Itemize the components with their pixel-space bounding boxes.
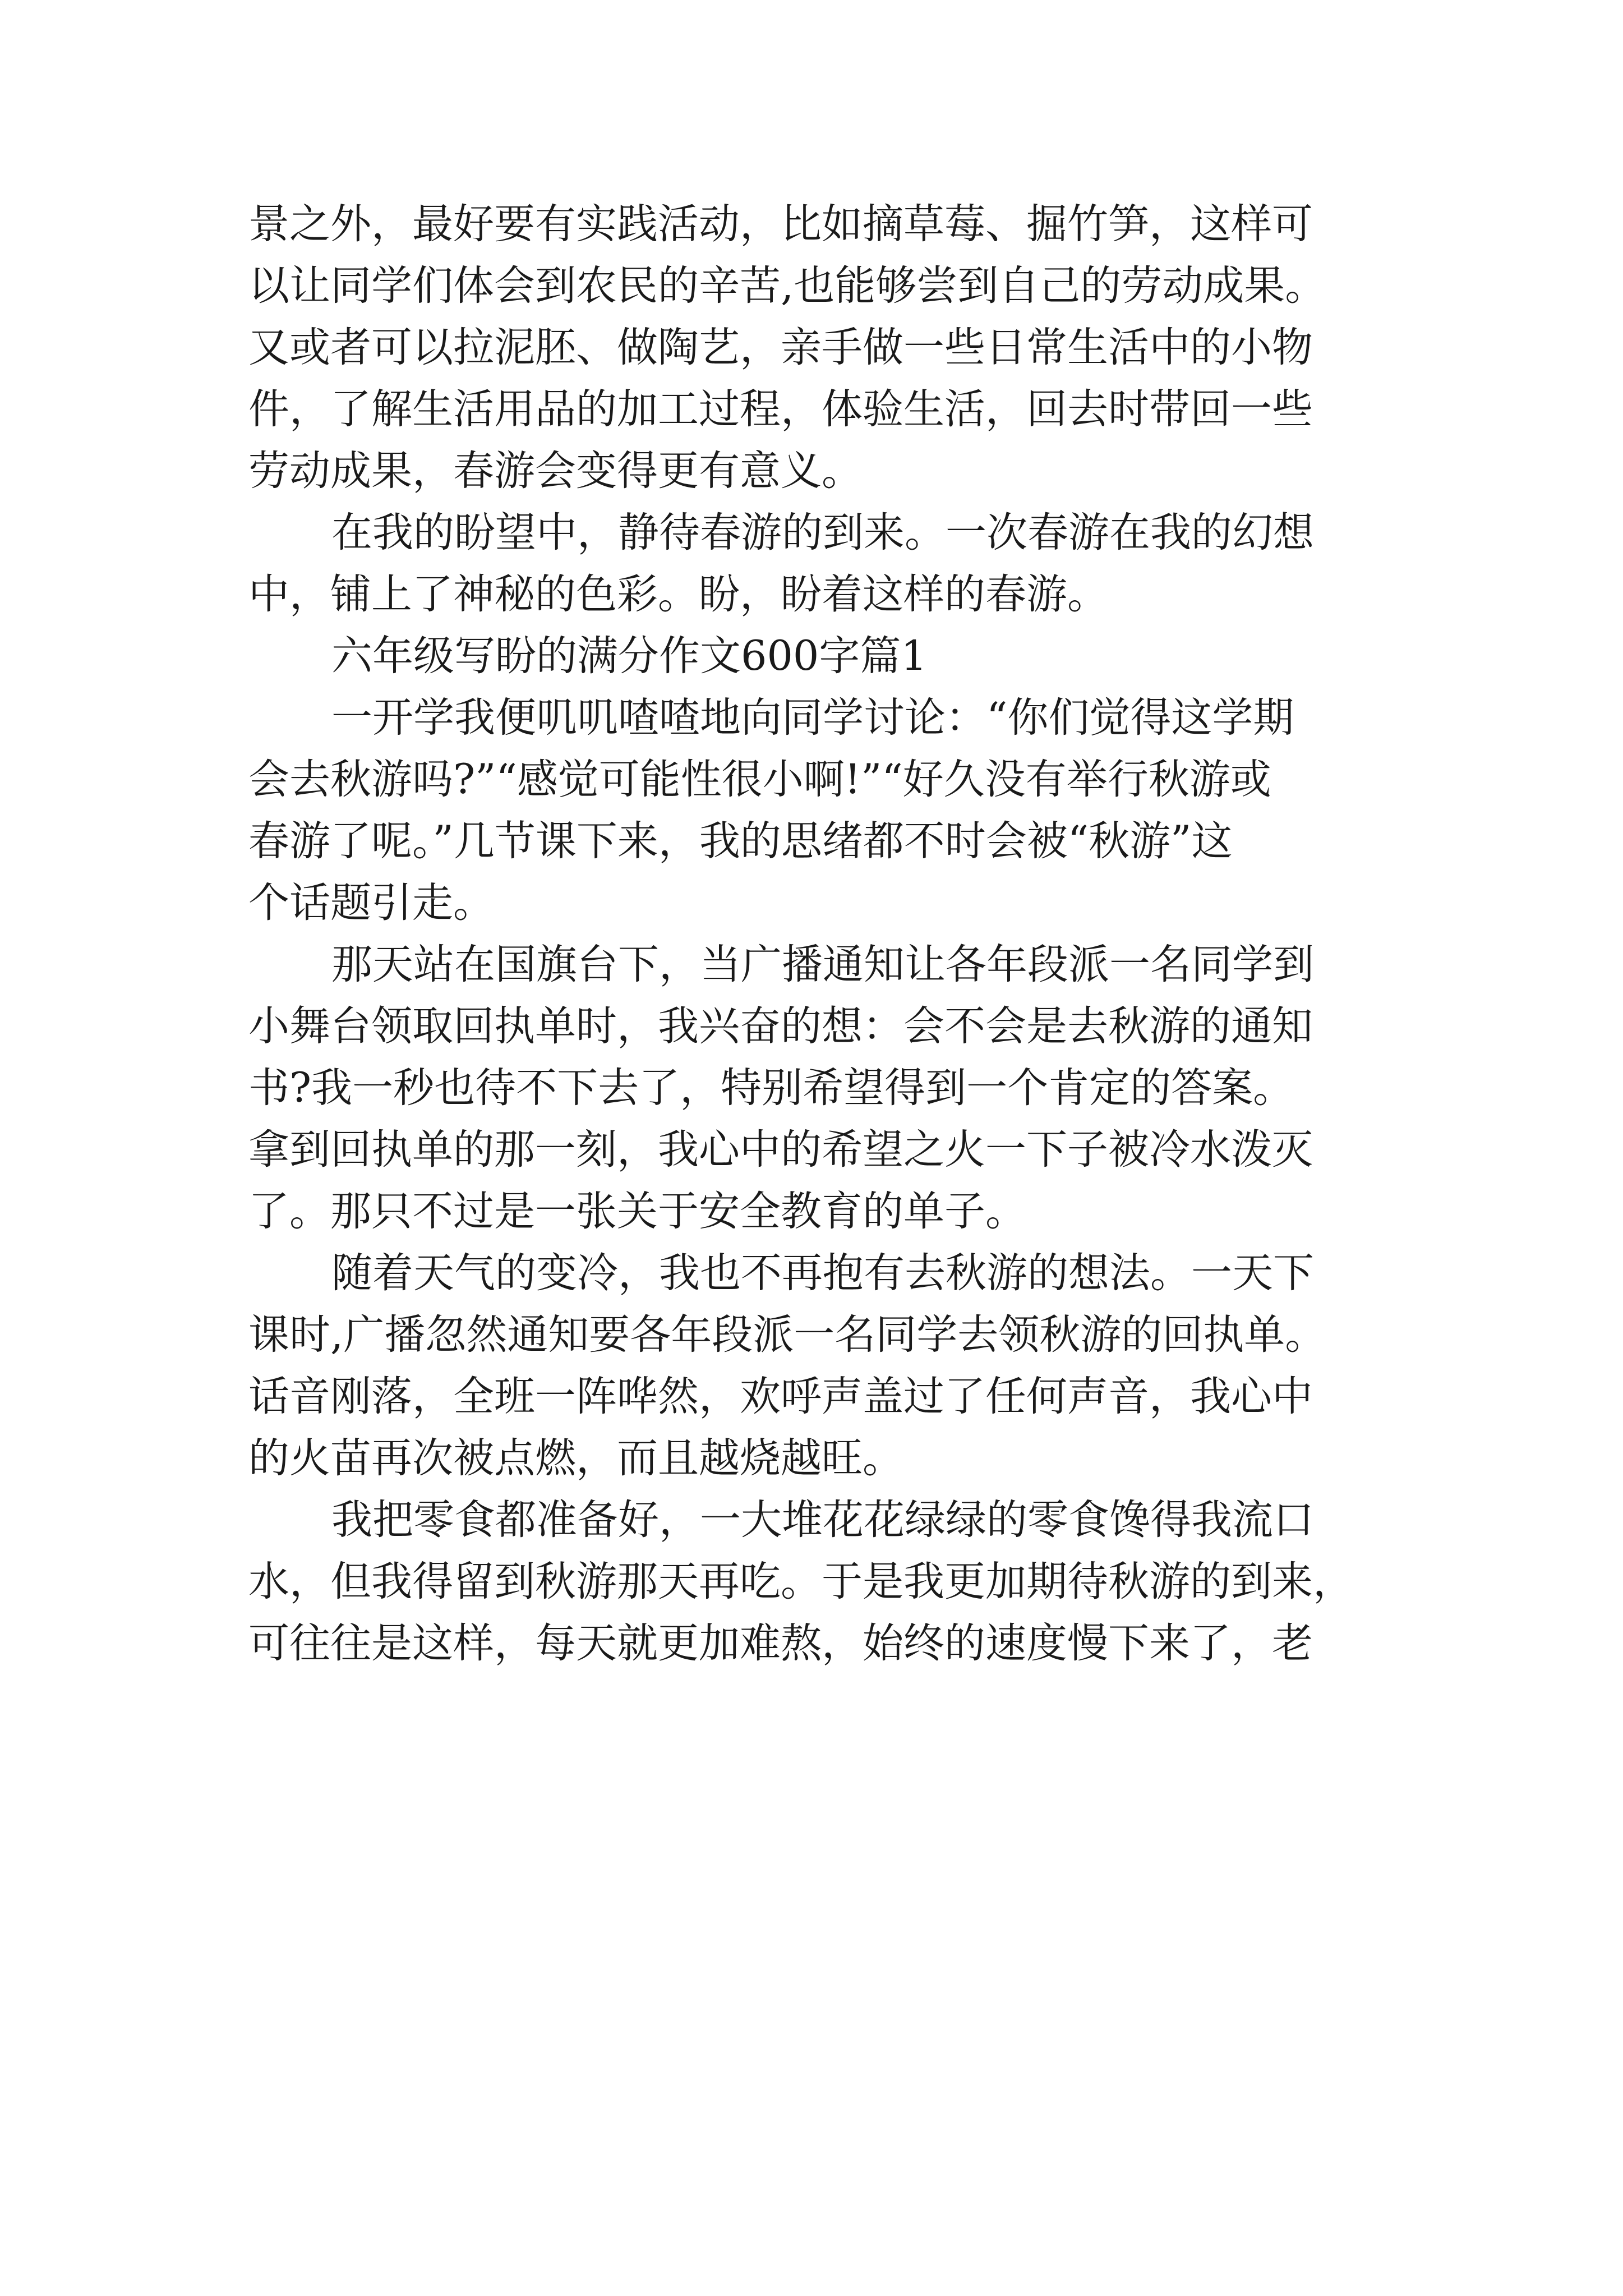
text-line: 的火苗再次被点燃，而且越烧越旺。	[248, 1434, 903, 1482]
text-line: 件，了解生活用品的加工过程，体验生活，回去时带回一些	[248, 385, 1313, 433]
text-line: 水，但我得留到秋游那天再吃。于是我更加期待秋游的到来，	[248, 1558, 1354, 1605]
paragraph-first-line: 在我的盼望中，静待春游的到来。一次春游在我的幻想	[331, 509, 1314, 556]
text-line: 个话题引走。	[248, 879, 494, 927]
text-line: 课时,广播忽然通知要各年段派一名同学去领秋游的回执单。	[248, 1311, 1326, 1359]
text-line: 中，铺上了神秘的色彩。盼，盼着这样的春游。	[248, 570, 1108, 618]
text-line: 话音刚落，全班一阵哗然，欢呼声盖过了任何声音，我心中	[248, 1373, 1313, 1420]
text-line: 会去秋游吗?”“感觉可能性很小啊!”“好久没有举行秋游或	[248, 756, 1271, 803]
paragraph-first-line: 一开学我便叽叽喳喳地向同学讨论：“你们觉得这学期	[331, 694, 1294, 742]
text-line: 拿到回执单的那一刻，我心中的希望之火一下子被冷水泼灭	[248, 1126, 1313, 1174]
text-line: 又或者可以拉泥胚、做陶艺，亲手做一些日常生活中的小物	[248, 324, 1313, 371]
section-heading: 六年级写盼的满分作文600字篇1	[331, 632, 927, 680]
paragraph-first-line: 那天站在国旗台下，当广播通知让各年段派一名同学到	[331, 941, 1314, 988]
paragraph-first-line: 我把零食都准备好，一大堆花花绿绿的零食馋得我流口	[331, 1496, 1314, 1544]
text-line: 了。那只不过是一张关于安全教育的单子。	[248, 1188, 1026, 1235]
text-line: 景之外，最好要有实践活动，比如摘草莓、掘竹笋，这样可	[248, 200, 1313, 248]
text-line: 以让同学们体会到农民的辛苦,也能够尝到自己的劳动成果。	[248, 262, 1326, 310]
text-line: 春游了呢。”几节课下来，我的思绪都不时会被“秋游”这	[248, 817, 1233, 865]
paragraph-first-line: 随着天气的变冷，我也不再抱有去秋游的想法。一天下	[331, 1249, 1314, 1297]
text-line: 劳动成果，春游会变得更有意义。	[248, 447, 863, 495]
text-line: 书?我一秒也待不下去了，特别希望得到一个肯定的答案。	[248, 1064, 1294, 1112]
text-line: 小舞台领取回执单时，我兴奋的想：会不会是去秋游的通知	[248, 1002, 1313, 1050]
text-line: 可往往是这样，每天就更加难熬，始终的速度慢下来了，老	[248, 1619, 1313, 1667]
